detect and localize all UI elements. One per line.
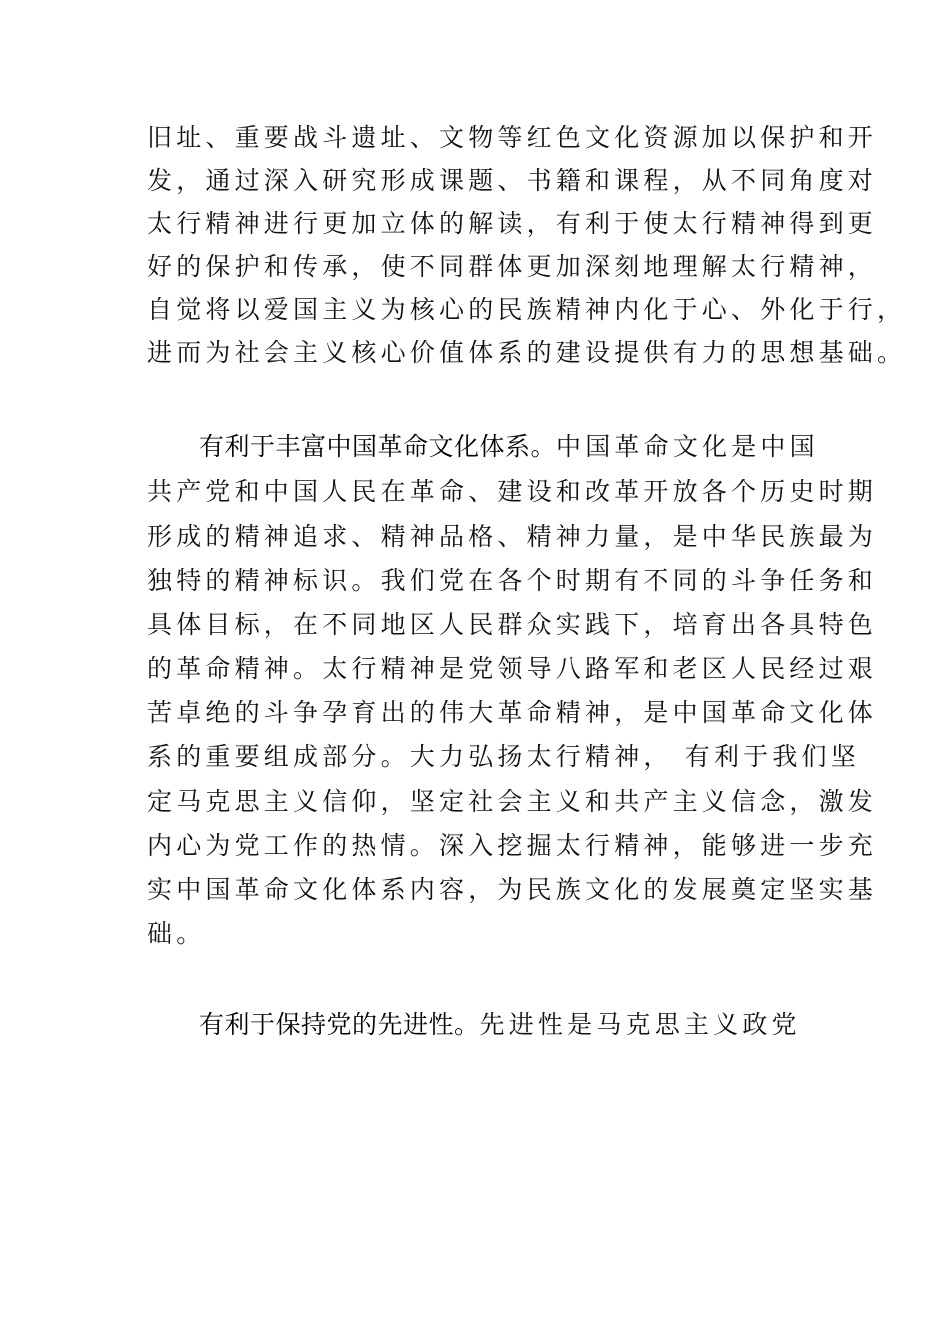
paragraph-line: 共产党和中国人民在革命、建设和改革开放各个历史时期: [147, 477, 878, 506]
paragraph-line: 进而为社会主义核心价值体系的建设提供有力的思想基础。: [147, 338, 907, 367]
paragraph-line: 自觉将以爱国主义为核心的民族精神内化于心、外化于行，: [147, 295, 907, 324]
paragraph-heading: 有利于丰富中国革命文化体系。: [199, 432, 557, 461]
paragraph-line: 实中国革命文化体系内容，为民族文化的发展奠定坚实基: [147, 875, 878, 904]
paragraph-first-line: [199, 425, 819, 469]
paragraph-line: 苦卓绝的斗争孕育出的伟大革命精神，是中国革命文化体: [147, 698, 878, 727]
paragraph-line: 系的重要组成部分。大力弘扬太行精神， 有利于我们坚: [147, 742, 860, 771]
paragraph-line: 好的保护和传承，使不同群体更加深刻地理解太行精神，: [147, 252, 878, 281]
paragraph-first-line: [199, 1003, 801, 1047]
paragraph-line: 太行精神进行更加立体的解读，有利于使太行精神得到更: [147, 209, 878, 238]
paragraph-line: 独特的精神标识。我们党在各个时期有不同的斗争任务和: [147, 566, 878, 595]
paragraph-line: 的革命精神。太行精神是党领导八路军和老区人民经过艰: [147, 654, 878, 683]
paragraph-line: 础。: [147, 919, 206, 948]
paragraph-line: 定马克思主义信仰，坚定社会主义和共产主义信念，激发: [147, 787, 878, 816]
paragraph-text: 先进性是马克思主义政党: [479, 1010, 801, 1039]
paragraph-line: 旧址、重要战斗遗址、文物等红色文化资源加以保护和开: [147, 123, 878, 152]
paragraph-heading: 有利于保持党的先进性。: [199, 1010, 480, 1039]
paragraph-line: 发，通过深入研究形成课题、书籍和课程，从不同角度对: [147, 166, 878, 195]
paragraph-line: 形成的精神追求、精神品格、精神力量，是中华民族最为: [147, 522, 878, 551]
paragraph-line: 内心为党工作的热情。深入挖掘太行精神，能够进一步充: [147, 831, 878, 860]
paragraph-line: 具体目标，在不同地区人民群众实践下，培育出各具特色: [147, 610, 878, 639]
paragraph-text: 中国革命文化是中国: [556, 432, 819, 461]
